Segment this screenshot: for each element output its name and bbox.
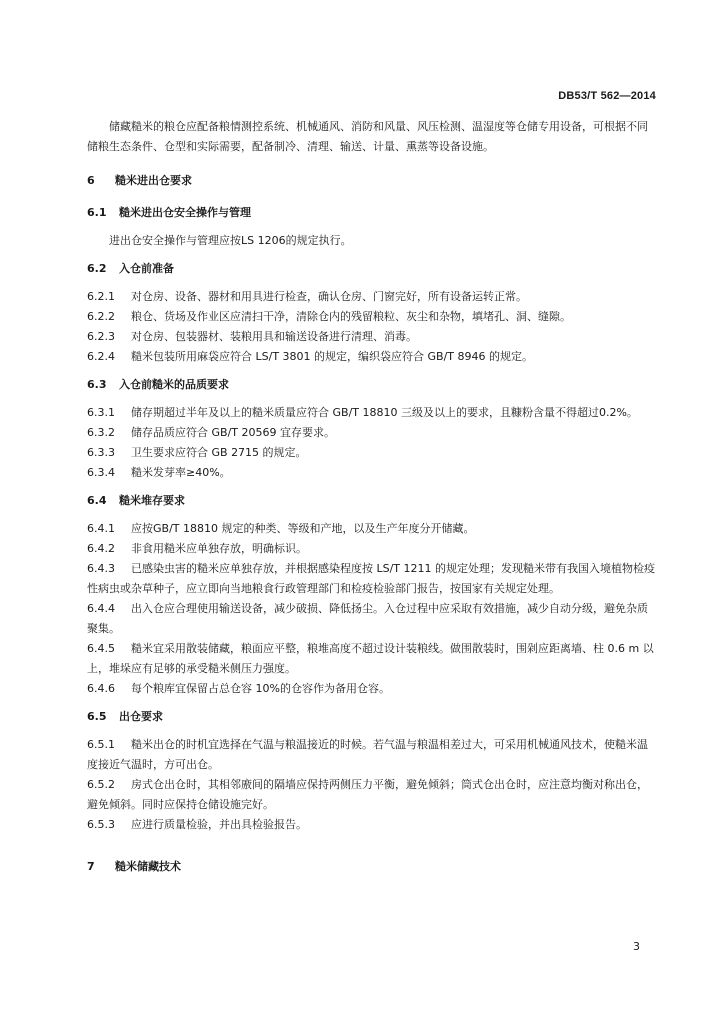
- document-body: [87, 117, 657, 889]
- section-number: 6: [87, 174, 95, 187]
- clause-text: 每个粮库宜保留占总仓容 10%的仓容作为备用仓容。: [131, 682, 390, 695]
- section-6-3-heading: [87, 375, 657, 395]
- clause-item: [87, 403, 657, 423]
- clause-item: [87, 423, 657, 443]
- section-number: 6.1: [87, 206, 107, 219]
- clause-item: [87, 815, 657, 835]
- clause-text: 已感染虫害的糙米应单独存放，并根据感染程度按 LS/T 1211 的规定处理；发现糙米带有我国入境植物检疫性病虫或杂草种子，应立即向当地粮食行政管理部门和检疫检验部门报告，按国家有关规定处理。: [87, 562, 656, 595]
- clause-text: 出入仓应合理使用输送设备，减少破损、降低扬尘。入仓过程中应采取有效措施，减少自动分级，避免杂质聚集。: [87, 602, 648, 635]
- section-title: 糙米进出仓安全操作与管理: [119, 206, 251, 219]
- clause-number: 6.4.2: [87, 542, 115, 555]
- clause-item: [87, 443, 657, 463]
- clause-text: 卫生要求应符合 GB 2715 的规定。: [131, 446, 307, 459]
- clause-item: [87, 307, 657, 327]
- clause-text: 房式仓出仓时，其相邻廒间的隔墙应保持两侧压力平衡，避免倾斜；筒式仓出仓时，应注意均衡对称出仓，避免倾斜。同时应保持仓储设施完好。: [87, 778, 648, 811]
- clause-number: 6.4.1: [87, 522, 115, 535]
- clause-text: 糙米包装所用麻袋应符合 LS/T 3801 的规定，编织袋应符合 GB/T 8946 的规定。: [131, 350, 533, 363]
- clause-number: 6.2.2: [87, 310, 115, 323]
- section-title: 入仓前糙米的品质要求: [119, 378, 229, 391]
- clause-item: [87, 679, 657, 699]
- clause-number: 6.4.6: [87, 682, 115, 695]
- section-title: 糙米堆存要求: [119, 494, 185, 507]
- clause-number: 6.3.2: [87, 426, 115, 439]
- clause-number: 6.3.3: [87, 446, 115, 459]
- clause-text: 糙米出仓的时机宜选择在气温与粮温接近的时候。若气温与粮温相差过大，可采用机械通风技术，使糙米温度接近气温时，方可出仓。: [87, 738, 648, 771]
- section-title: 出仓要求: [119, 710, 163, 723]
- section-number: 6.4: [87, 494, 107, 507]
- clause-number: 6.2.4: [87, 350, 115, 363]
- clause-item: [87, 287, 657, 307]
- section-6-heading: [87, 171, 657, 191]
- clause-text: 对仓房、包装器材、装粮用具和输送设备进行清理、消毒。: [131, 330, 417, 343]
- clause-item: [87, 539, 657, 559]
- clause-item: [87, 639, 657, 679]
- document-code: DB53/T 562—2014: [558, 90, 656, 102]
- clause-item: [87, 347, 657, 367]
- clause-number: 6.5.3: [87, 818, 115, 831]
- clause-text: 储存期超过半年及以上的糙米质量应符合 GB/T 18810 三级及以上的要求，且糠粉含量不得超过0.2%。: [131, 406, 638, 419]
- clause-number: 6.4.3: [87, 562, 115, 575]
- clause-text: 非食用糙米应单独存放，明确标识。: [131, 542, 307, 555]
- clause-item: [87, 735, 657, 775]
- section-6-2-heading: [87, 259, 657, 279]
- clause-number: 6.4.4: [87, 602, 115, 615]
- clause-text: 应按GB/T 18810 规定的种类、等级和产地，以及生产年度分开储藏。: [131, 522, 475, 535]
- section-number: 6.3: [87, 378, 107, 391]
- clause-item: [87, 599, 657, 639]
- page-number: 3: [633, 940, 640, 953]
- clause-number: 6.4.5: [87, 642, 115, 655]
- section-number: 7: [87, 860, 95, 873]
- section-6-4-heading: [87, 491, 657, 511]
- clause-text: 储存品质应符合 GB/T 20569 宜存要求。: [131, 426, 335, 439]
- clause-number: 6.3.1: [87, 406, 115, 419]
- clause-item: [87, 327, 657, 347]
- clause-number: 6.5.1: [87, 738, 115, 751]
- clause-item: [87, 559, 657, 599]
- section-title: 糙米储藏技术: [115, 860, 181, 873]
- clause-text: 粮仓、货场及作业区应清扫干净，清除仓内的残留粮粒、灰尘和杂物，填堵孔、洞、缝隙。: [131, 310, 571, 323]
- section-6-1-text: 进出仓安全操作与管理应按LS 1206的规定执行。: [109, 234, 352, 247]
- section-6-1-heading: [87, 203, 657, 223]
- intro-paragraph: 储藏糙米的粮仓应配备粮情测控系统、机械通风、消防和风量、风压检测、温湿度等仓储专用设备，可根据不同储粮生态条件、仓型和实际需要，配备制冷、清理、输送、计量、熏蒸等设备设施。: [87, 120, 648, 153]
- section-title: 糙米进出仓要求: [115, 174, 192, 187]
- section-7-heading: [87, 857, 657, 877]
- clause-number: 6.3.4: [87, 466, 115, 479]
- section-title: 入仓前准备: [119, 262, 174, 275]
- clause-item: [87, 463, 657, 483]
- clause-item: [87, 519, 657, 539]
- section-6-5-heading: [87, 707, 657, 727]
- section-number: 6.2: [87, 262, 107, 275]
- clause-text: 糙米宜采用散装储藏，粮面应平整，粮堆高度不超过设计装粮线。做围散装时，围剁应距离墙、柱 0.6 m 以上，堆垛应有足够的承受糙米侧压力强度。: [87, 642, 654, 675]
- clause-number: 6.2.3: [87, 330, 115, 343]
- clause-text: 糙米发芽率≥40%。: [131, 466, 231, 479]
- clause-item: [87, 775, 657, 815]
- clause-text: 应进行质量检验，并出具检验报告。: [131, 818, 307, 831]
- section-number: 6.5: [87, 710, 107, 723]
- clause-number: 6.2.1: [87, 290, 115, 303]
- clause-number: 6.5.2: [87, 778, 115, 791]
- clause-text: 对仓房、设备、器材和用具进行检查，确认仓房、门窗完好，所有设备运转正常。: [131, 290, 527, 303]
